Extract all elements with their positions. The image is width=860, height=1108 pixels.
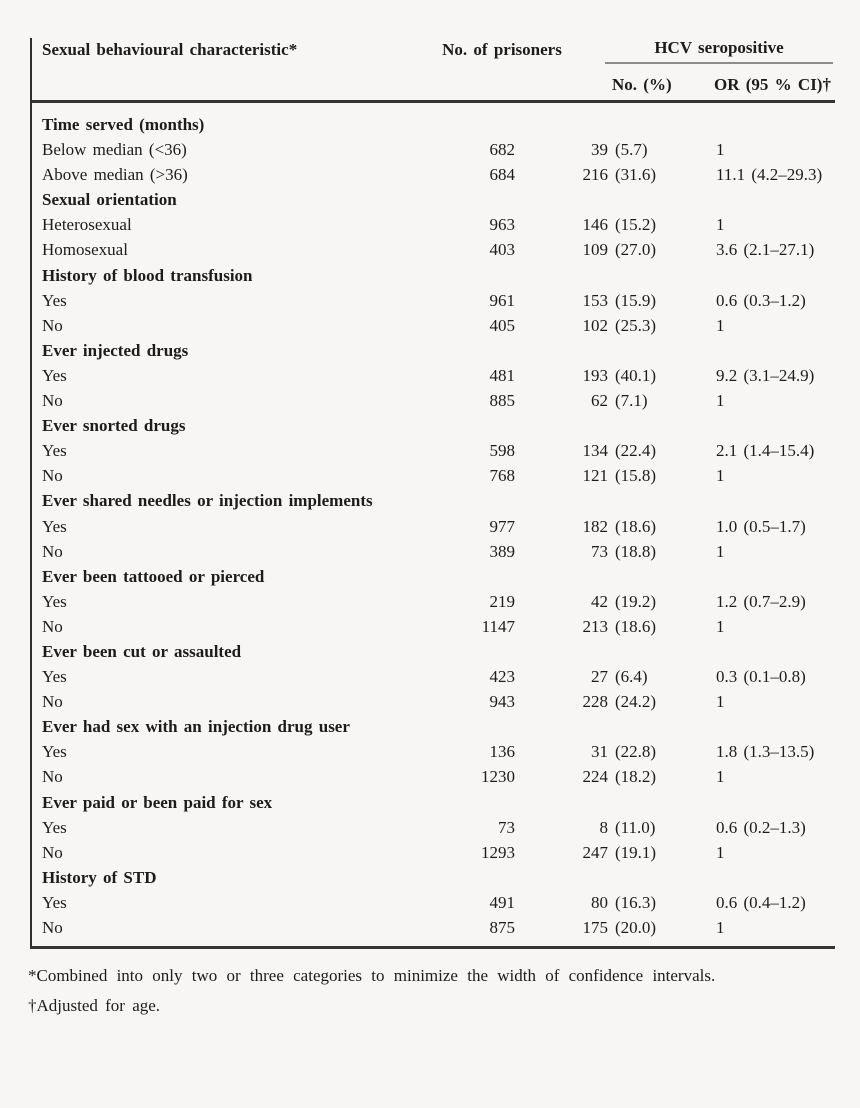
- cell-label: No: [42, 767, 63, 787]
- cell-odds-ratio: 1: [716, 692, 725, 712]
- cell-hcv-percent: (31.6): [615, 165, 657, 185]
- table-row: [32, 890, 835, 915]
- cell-prisoners-count: 405: [489, 315, 515, 335]
- cell-label: Yes: [42, 817, 67, 837]
- cell-hcv-count: 228: [582, 692, 608, 712]
- cell-label: No: [42, 315, 63, 335]
- section-row: [32, 865, 835, 890]
- table-row: [32, 539, 835, 564]
- cell-hcv-percent: (25.3): [615, 315, 657, 335]
- cell-hcv-percent: (22.8): [615, 742, 657, 762]
- cell-prisoners-count: 423: [489, 667, 515, 687]
- cell-hcv-percent: (16.3): [615, 892, 657, 912]
- cell-prisoners-count: 73: [498, 817, 515, 837]
- cell-prisoners-count: 885: [489, 391, 515, 411]
- cell-label: No: [42, 391, 63, 411]
- cell-odds-ratio: 0.6 (0.3–1.2): [716, 290, 806, 310]
- cell-label: Yes: [42, 290, 67, 310]
- table-row: [32, 764, 835, 789]
- cell-label: Below median (<36): [42, 140, 187, 160]
- cell-hcv-count: 31: [591, 742, 608, 762]
- cell-prisoners-count: 1293: [481, 842, 515, 862]
- cell-hcv-percent: (27.0): [615, 240, 657, 260]
- cell-label: No: [42, 842, 63, 862]
- table-body: [32, 103, 835, 946]
- cell-label: Yes: [42, 892, 67, 912]
- section-row: [32, 564, 835, 589]
- cell-label: Yes: [42, 441, 67, 461]
- cell-odds-ratio: 1: [716, 315, 725, 335]
- section-title: Time served (months): [42, 115, 205, 134]
- table-row: [32, 162, 835, 187]
- cell-hcv-count: 175: [582, 918, 608, 937]
- cell-hcv-count: 247: [582, 842, 608, 862]
- table-row: [32, 212, 835, 237]
- section-row: [32, 639, 835, 664]
- cell-odds-ratio: 11.1 (4.2–29.3): [716, 165, 823, 185]
- table-row: [32, 915, 835, 940]
- cell-hcv-percent: (5.7): [615, 140, 648, 160]
- cell-hcv-count: 42: [591, 591, 608, 611]
- table-row: [32, 739, 835, 764]
- cell-odds-ratio: 0.6 (0.2–1.3): [716, 817, 806, 837]
- cell-hcv-count: 224: [582, 767, 608, 787]
- cell-prisoners-count: 977: [489, 516, 515, 536]
- cell-hcv-count: 213: [582, 616, 608, 636]
- section-title: Ever been tattooed or pierced: [42, 566, 265, 586]
- cell-hcv-count: 216: [582, 165, 608, 185]
- cell-label: Yes: [42, 667, 67, 687]
- cell-hcv-percent: (19.2): [615, 591, 657, 611]
- cell-prisoners-count: 389: [489, 541, 515, 561]
- table-row: [32, 689, 835, 714]
- section-title: Ever had sex with an injection drug user: [42, 717, 350, 737]
- cell-odds-ratio: 1: [716, 767, 725, 787]
- table-row: [32, 313, 835, 338]
- cell-hcv-percent: (15.2): [615, 215, 657, 235]
- cell-hcv-percent: (15.8): [615, 466, 657, 486]
- cell-label: Yes: [42, 742, 67, 762]
- table-row: [32, 614, 835, 639]
- cell-prisoners-count: 875: [489, 918, 515, 937]
- cell-odds-ratio: 1: [716, 466, 725, 486]
- statistics-table: [30, 38, 835, 949]
- section-row: [32, 187, 835, 212]
- cell-hcv-percent: (20.0): [615, 918, 657, 937]
- cell-odds-ratio: 1: [716, 918, 725, 937]
- cell-label: Heterosexual: [42, 215, 132, 235]
- cell-hcv-count: 39: [591, 140, 608, 160]
- cell-hcv-count: 121: [582, 466, 608, 486]
- section-title: Ever shared needles or injection implements: [42, 491, 373, 511]
- section-title: History of blood transfusion: [42, 265, 253, 285]
- table-row: [32, 840, 835, 865]
- cell-prisoners-count: 943: [489, 692, 515, 712]
- section-row: [32, 338, 835, 363]
- cell-prisoners-count: 219: [489, 591, 515, 611]
- cell-hcv-percent: (6.4): [615, 667, 648, 687]
- cell-hcv-percent: (18.6): [615, 516, 657, 536]
- cell-prisoners-count: 403: [489, 240, 515, 260]
- cell-hcv-percent: (18.6): [615, 616, 657, 636]
- table-row: [32, 463, 835, 488]
- section-row: [32, 790, 835, 815]
- section-title: Ever snorted drugs: [42, 416, 186, 436]
- cell-hcv-percent: (15.9): [615, 290, 657, 310]
- cell-hcv-count: 146: [582, 215, 608, 235]
- cell-odds-ratio: 3.6 (2.1–27.1): [716, 240, 815, 260]
- table-row: [32, 438, 835, 463]
- cell-odds-ratio: 0.6 (0.4–1.2): [716, 892, 806, 912]
- cell-prisoners-count: 481: [489, 365, 515, 385]
- cell-hcv-percent: (18.2): [615, 767, 657, 787]
- cell-odds-ratio: 1.8 (1.3–13.5): [716, 742, 815, 762]
- section-row: [32, 714, 835, 739]
- cell-odds-ratio: 1: [716, 391, 725, 411]
- cell-hcv-count: 73: [591, 541, 608, 561]
- cell-label: No: [42, 616, 63, 636]
- section-title: Ever paid or been paid for sex: [42, 792, 273, 812]
- subheader-no-pct: No. (%): [612, 75, 672, 94]
- cell-hcv-percent: (7.1): [615, 391, 648, 411]
- cell-hcv-percent: (40.1): [615, 365, 657, 385]
- cell-label: No: [42, 918, 63, 937]
- cell-prisoners-count: 768: [489, 466, 515, 486]
- cell-odds-ratio: 1: [716, 616, 725, 636]
- section-row: [32, 488, 835, 513]
- footnote-categories: *Combined into only two or three categories to minimize the width of confidence intervals.: [28, 966, 716, 985]
- cell-hcv-percent: (22.4): [615, 441, 657, 461]
- footnotes: [28, 961, 778, 1021]
- cell-prisoners-count: 598: [489, 441, 515, 461]
- cell-odds-ratio: 0.3 (0.1–0.8): [716, 667, 806, 687]
- cell-prisoners-count: 961: [489, 290, 515, 310]
- cell-hcv-count: 8: [599, 817, 608, 837]
- section-title: Ever been cut or assaulted: [42, 641, 242, 661]
- section-row: [32, 263, 835, 288]
- table-row: [32, 664, 835, 689]
- section-title: History of STD: [42, 867, 157, 887]
- section-row: [32, 413, 835, 438]
- cell-hcv-count: 27: [591, 667, 608, 687]
- cell-hcv-count: 153: [582, 290, 608, 310]
- cell-label: Yes: [42, 591, 67, 611]
- cell-odds-ratio: 1: [716, 140, 725, 160]
- cell-prisoners-count: 491: [489, 892, 515, 912]
- table-row: [32, 288, 835, 313]
- cell-odds-ratio: 1.2 (0.7–2.9): [716, 591, 806, 611]
- cell-prisoners-count: 684: [489, 165, 515, 185]
- table-row: [32, 589, 835, 614]
- cell-odds-ratio: 2.1 (1.4–15.4): [716, 441, 815, 461]
- table-header: [32, 38, 835, 103]
- cell-prisoners-count: 1230: [481, 767, 515, 787]
- cell-hcv-percent: (19.1): [615, 842, 657, 862]
- cell-hcv-count: 109: [582, 240, 608, 260]
- cell-hcv-count: 102: [582, 315, 608, 335]
- table-row: [32, 514, 835, 539]
- section-title: Sexual orientation: [42, 190, 177, 210]
- cell-prisoners-count: 136: [489, 742, 515, 762]
- table-row: [32, 137, 835, 162]
- cell-prisoners-count: 682: [489, 140, 515, 160]
- table-row: [32, 388, 835, 413]
- cell-hcv-count: 134: [582, 441, 608, 461]
- column-header-characteristic: Sexual behavioural characteristic*: [42, 40, 298, 59]
- section-row: [32, 112, 835, 137]
- footnote-adjusted: †Adjusted for age.: [28, 996, 161, 1015]
- cell-label: No: [42, 466, 63, 486]
- cell-label: No: [42, 541, 63, 561]
- cell-odds-ratio: 1: [716, 215, 725, 235]
- cell-label: Homosexual: [42, 240, 128, 260]
- cell-label: Yes: [42, 516, 67, 536]
- cell-hcv-percent: (11.0): [615, 817, 656, 837]
- cell-label: Yes: [42, 365, 67, 385]
- table-row: [32, 237, 835, 262]
- cell-odds-ratio: 9.2 (3.1–24.9): [716, 365, 815, 385]
- cell-prisoners-count: 963: [489, 215, 515, 235]
- cell-label: No: [42, 692, 63, 712]
- table-row: [32, 815, 835, 840]
- cell-hcv-count: 80: [591, 892, 608, 912]
- table-row: [32, 363, 835, 388]
- section-title: Ever injected drugs: [42, 340, 189, 360]
- cell-hcv-percent: (24.2): [615, 692, 657, 712]
- cell-hcv-percent: (18.8): [615, 541, 657, 561]
- cell-hcv-count: 62: [591, 391, 608, 411]
- cell-prisoners-count: 1147: [481, 616, 515, 636]
- column-header-prisoners: No. of prisoners: [442, 40, 562, 59]
- cell-odds-ratio: 1: [716, 541, 725, 561]
- cell-hcv-count: 193: [582, 365, 608, 385]
- subheader-or-ci: OR (95 % CI)†: [714, 75, 831, 94]
- cell-hcv-count: 182: [582, 516, 608, 536]
- cell-label: Above median (>36): [42, 165, 188, 185]
- column-group-header-hcv: HCV seropositive: [605, 38, 833, 64]
- cell-odds-ratio: 1.0 (0.5–1.7): [716, 516, 806, 536]
- cell-odds-ratio: 1: [716, 842, 725, 862]
